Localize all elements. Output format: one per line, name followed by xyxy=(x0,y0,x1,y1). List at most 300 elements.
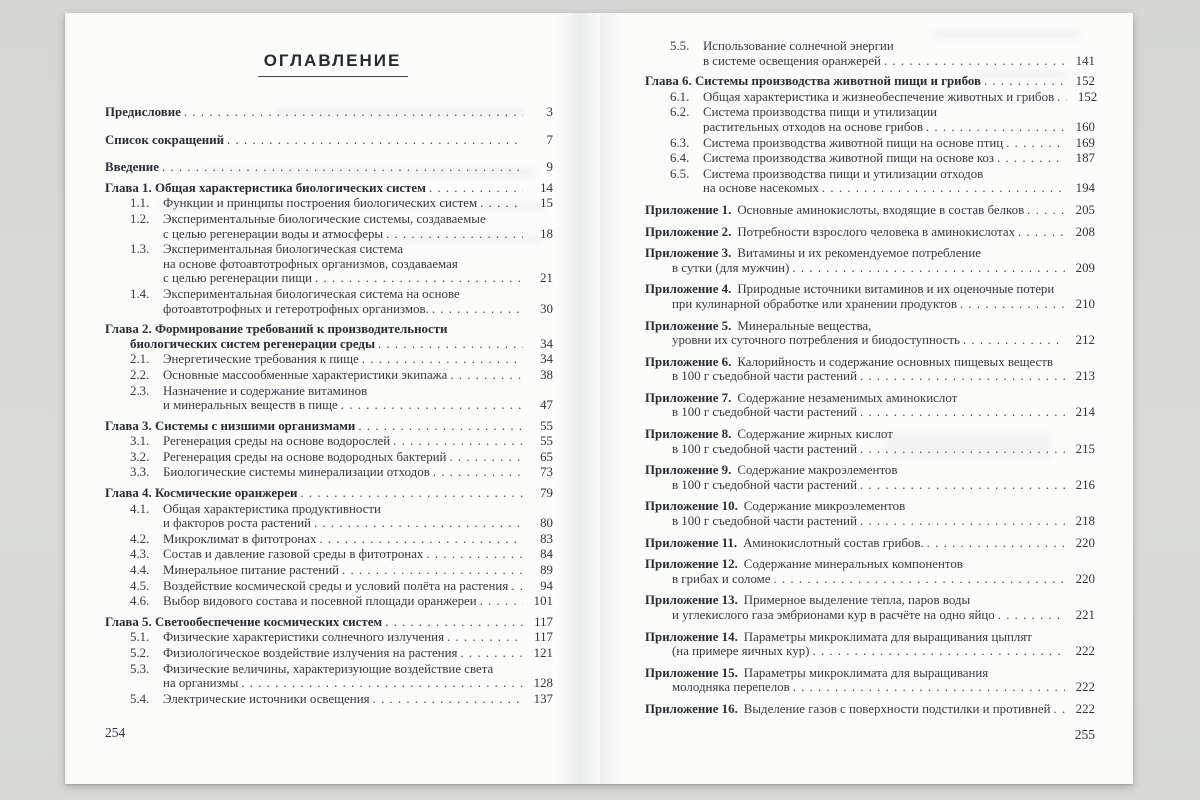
toc-entry-line xyxy=(645,442,1095,457)
toc-entry-line xyxy=(645,136,1095,151)
toc-entry-line xyxy=(645,167,1095,182)
toc-entry-text: уровни их суточного потребления и биодоступность xyxy=(672,333,960,348)
toc-entry-line xyxy=(105,434,553,449)
toc-entry-line xyxy=(645,181,1095,196)
toc-entry-line xyxy=(105,181,553,196)
toc-entry-text: Энергетические требования к пище xyxy=(163,352,359,367)
toc-entry-number: Приложение 4. xyxy=(645,282,732,297)
toc-entry-page: 55 xyxy=(540,434,553,449)
toc-entry-line xyxy=(645,557,1095,572)
toc-entry-line xyxy=(645,297,1095,312)
toc-page-left xyxy=(65,13,600,784)
toc-entry-line xyxy=(645,333,1095,348)
toc-entry-line xyxy=(645,319,1095,334)
dot-leader xyxy=(181,105,523,120)
toc-entry-line xyxy=(105,160,553,175)
toc-entry-line xyxy=(105,384,553,399)
dot-leader xyxy=(338,398,523,413)
toc-entry-page: 65 xyxy=(540,449,553,464)
toc-entry-text: молодняка перепелов xyxy=(672,680,790,695)
toc-entry-number: 1.2. xyxy=(130,211,150,226)
toc-entry-page: 73 xyxy=(540,465,553,480)
toc-entry-number: 4.3. xyxy=(130,547,150,562)
toc-entry-line xyxy=(105,532,553,547)
toc-entry-number: Приложение 2. xyxy=(645,224,732,239)
toc-entry-text: Глава 5. Светообеспечение космических систем xyxy=(105,614,383,629)
toc-entry-text: Список сокращений xyxy=(105,132,225,147)
toc-entry-text: в 100 г съедобной части растений xyxy=(672,514,857,529)
dot-leader xyxy=(995,608,1065,623)
toc-entry-number: Приложение 6. xyxy=(645,354,732,369)
toc-heading-rule xyxy=(258,76,408,77)
toc-entry-line xyxy=(105,646,553,661)
toc-entry-text: на организмы xyxy=(163,676,239,691)
toc-entry-number: 1.1. xyxy=(130,196,150,211)
toc-entry-line xyxy=(105,579,553,594)
toc-entry-line xyxy=(645,225,1095,240)
toc-entry-page: 187 xyxy=(1075,151,1095,166)
toc-entry-line xyxy=(645,105,1095,120)
toc-entry-number: Приложение 5. xyxy=(645,318,732,333)
toc-entry-number: 3.2. xyxy=(130,449,150,464)
toc-entry-text: Регенерация среды на основе водородных бактерий xyxy=(163,449,447,464)
toc-entry-page: 137 xyxy=(533,691,553,706)
dot-leader xyxy=(429,302,523,317)
toc-entry-page: 47 xyxy=(540,398,553,413)
toc-entry-number: 1.4. xyxy=(130,286,150,301)
toc-entry-line xyxy=(645,203,1095,218)
toc-entry-number: 5.4. xyxy=(130,691,150,706)
toc-entry-text: Калорийность и содержание основных пищевых веществ xyxy=(737,354,1054,369)
toc-entry-number: Приложение 14. xyxy=(645,629,738,644)
toc-entry-page: 121 xyxy=(533,646,553,660)
dot-leader xyxy=(382,615,523,630)
dot-leader xyxy=(957,297,1065,312)
toc-entry-text: в 100 г съедобной части растений xyxy=(672,405,857,420)
toc-entry-line xyxy=(105,242,553,257)
dot-leader xyxy=(994,151,1065,166)
dot-leader xyxy=(238,676,523,691)
toc-entry-line xyxy=(105,302,553,317)
toc-entry-text: Регенерация среды на основе водорослей xyxy=(163,434,391,449)
toc-entry-text: Функции и принципы построения биологических систем xyxy=(163,196,478,211)
toc-entry-text: Глава 4. Космические оранжереи xyxy=(105,486,298,501)
toc-entry-line xyxy=(645,355,1095,370)
toc-entry-line xyxy=(105,133,553,148)
toc-entry-number: 3.3. xyxy=(130,465,150,480)
toc-entry-page: 213 xyxy=(1075,369,1095,384)
bleed-through-artifact xyxy=(930,31,1080,39)
toc-entry-number: 4.6. xyxy=(130,594,150,609)
toc-entry-page: 222 xyxy=(1075,644,1095,659)
toc-entry-page: 14 xyxy=(540,180,553,195)
toc-entry-text: Состав и давление газовой среды в фитотронах xyxy=(163,547,424,562)
toc-entry-text: Предисловие xyxy=(105,105,181,119)
toc-entry-line xyxy=(105,465,553,480)
dot-leader xyxy=(430,465,523,480)
toc-entry-page: 141 xyxy=(1075,53,1095,68)
toc-entry-text: Экспериментальная биологическая система на основе xyxy=(163,286,460,301)
dot-leader xyxy=(316,532,523,547)
dot-leader xyxy=(339,563,523,578)
toc-entry-text: Физические характеристики солнечного излучения xyxy=(163,630,445,645)
toc-entry-text: и факторов роста растений xyxy=(163,516,312,531)
toc-entry-text: на основе насекомых xyxy=(703,181,819,196)
dot-leader xyxy=(857,478,1065,493)
toc-entry-line xyxy=(645,427,1095,442)
toc-entry-number: Приложение 16. xyxy=(645,701,738,716)
toc-entry-line xyxy=(645,151,1095,166)
dot-leader xyxy=(857,369,1065,384)
toc-entry-number: Приложение 15. xyxy=(645,665,738,680)
toc-entry-number: 2.2. xyxy=(130,367,150,382)
dot-leader xyxy=(771,572,1065,587)
toc-entry-page: 21 xyxy=(540,271,553,286)
toc-entry-text: Выбор видового состава и посевной площади оранжереи xyxy=(163,594,477,609)
toc-entry-line xyxy=(105,337,553,352)
toc-entry-line xyxy=(105,676,553,691)
dot-leader xyxy=(1054,90,1067,105)
toc-entry-page: 216 xyxy=(1075,477,1095,492)
dot-leader xyxy=(457,646,523,661)
toc-entry-line xyxy=(645,608,1095,623)
toc-entry-page: 152 xyxy=(1075,74,1095,89)
toc-entry-page: 194 xyxy=(1075,181,1095,196)
toc-entry-text: Аминокислотный состав грибов. xyxy=(743,535,924,550)
toc-entry-text: Общая характеристика и жизнеобеспечение животных и грибов xyxy=(703,89,1055,104)
dot-leader xyxy=(960,333,1065,348)
toc-entry-line xyxy=(645,89,1098,105)
toc-entry-text: (на примере яичных кур) xyxy=(672,644,810,659)
toc-entry-page: 89 xyxy=(540,563,553,578)
toc-entry-text: в грибах и соломе xyxy=(672,571,771,586)
toc-entry-line xyxy=(645,478,1095,493)
page-number-left: 254 xyxy=(105,725,126,740)
toc-entry-text: в 100 г съедобной части растений xyxy=(672,441,857,456)
toc-page-right xyxy=(600,13,1133,784)
toc-entry-page: 94 xyxy=(540,578,553,593)
toc-entry-line xyxy=(105,563,553,578)
toc-entry-text: на основе фотоавтотрофных организмов, создаваемая xyxy=(163,256,458,271)
toc-entry-line xyxy=(645,593,1095,608)
toc-entry-text: в системе освещения оранжерей xyxy=(703,53,881,68)
toc-entry-text: Назначение и содержание витаминов xyxy=(163,383,368,398)
toc-entry-page: 221 xyxy=(1075,608,1095,622)
toc-entry-page: 34 xyxy=(540,336,553,351)
toc-entry-line xyxy=(105,516,553,531)
toc-entry-page: 222 xyxy=(1075,680,1095,695)
toc-entry-line xyxy=(645,499,1095,514)
dot-leader xyxy=(447,368,523,383)
toc-entry-text: Примерное выделение тепла, паров воды xyxy=(743,593,971,608)
dot-leader xyxy=(359,352,523,367)
toc-entry-line xyxy=(645,666,1095,681)
toc-entry-text: с целью регенерации пищи xyxy=(163,271,313,286)
dot-leader xyxy=(857,405,1065,420)
toc-entry-text: Экспериментальные биологические системы, создаваемые xyxy=(163,211,486,226)
toc-entry-number: Приложение 8. xyxy=(645,427,732,442)
toc-entry-page: 83 xyxy=(540,531,553,546)
toc-entry-number: 4.4. xyxy=(130,563,150,578)
dot-leader xyxy=(446,450,523,465)
toc-entry-line xyxy=(105,257,553,272)
toc-entry-page: 38 xyxy=(540,367,553,382)
dot-leader xyxy=(477,594,523,609)
dot-leader xyxy=(311,516,523,531)
toc-entry-line xyxy=(645,54,1095,69)
toc-entry-text: с целью регенерации воды и атмосферы xyxy=(163,226,384,241)
dot-leader xyxy=(923,120,1065,135)
dot-leader xyxy=(1051,702,1065,717)
toc-entry-line xyxy=(645,463,1095,478)
toc-entry-number: 3.1. xyxy=(130,434,150,449)
toc-entry-page: 84 xyxy=(540,547,553,562)
toc-entry-line xyxy=(105,271,553,286)
dot-leader xyxy=(857,442,1065,457)
page-number-right: 255 xyxy=(1074,727,1095,742)
toc-entry-text: Минеральные вещества, xyxy=(737,318,872,333)
toc-entry-page: 15 xyxy=(540,196,553,211)
toc-entry-page: 3 xyxy=(546,105,553,119)
dot-leader xyxy=(159,160,523,175)
toc-entry-line xyxy=(645,369,1095,384)
toc-entry-text: Витамины и их рекомендуемое потребление xyxy=(737,246,981,261)
toc-entry-text: Экспериментальная биологическая система xyxy=(163,242,404,257)
dot-leader xyxy=(881,54,1065,69)
toc-entry-text: Основные массообменные характеристики экипажа xyxy=(163,367,448,382)
toc-entry-number: 2.1. xyxy=(130,352,150,367)
toc-entry-number: 6.5. xyxy=(670,166,690,181)
toc-entry-text: Система производства пищи и утилизации отходов xyxy=(703,166,984,181)
toc-entry-page: 101 xyxy=(533,594,553,609)
toc-entry-line xyxy=(645,74,1095,89)
toc-list-right xyxy=(645,39,1098,717)
toc-entry-line xyxy=(645,572,1095,587)
toc-entry-number: 5.2. xyxy=(130,646,150,660)
toc-entry-number: Приложение 1. xyxy=(645,202,732,217)
toc-entry-text: Содержание макроэлементов xyxy=(737,463,898,478)
toc-entry-number: Приложение 10. xyxy=(645,499,738,514)
toc-entry-number: 2.3. xyxy=(130,383,150,398)
toc-entry-line xyxy=(645,702,1095,717)
toc-entry-text: Система производства пищи и утилизации xyxy=(703,105,937,120)
toc-entry-page: 128 xyxy=(533,676,553,691)
dot-leader xyxy=(383,227,523,242)
toc-entry-text: Общая характеристика продуктивности xyxy=(163,501,381,516)
toc-entry-page: 80 xyxy=(540,516,553,531)
toc-entry-number: Приложение 11. xyxy=(645,535,738,550)
toc-entry-text: Микроклимат в фитотронах xyxy=(163,531,317,546)
toc-entry-line xyxy=(105,322,553,337)
dot-leader xyxy=(819,181,1065,196)
toc-entry-text: Использование солнечной энергии xyxy=(703,39,894,53)
toc-entry-page: 212 xyxy=(1075,333,1095,348)
dot-leader xyxy=(1015,225,1065,240)
toc-entry-line xyxy=(105,615,553,630)
toc-entry-text: в сутки (для мужчин) xyxy=(672,260,790,275)
toc-entry-line xyxy=(645,536,1095,551)
toc-entry-text: Глава 6. Системы производства животной пищи и грибов xyxy=(645,74,981,89)
toc-entry-number: 5.3. xyxy=(130,661,150,676)
toc-entry-page: 18 xyxy=(540,226,553,241)
toc-entry-text: растительных отходов на основе грибов xyxy=(703,119,923,134)
toc-entry-text: Содержание жирных кислот xyxy=(737,427,893,442)
dot-leader xyxy=(423,547,523,562)
toc-entry-line xyxy=(105,105,553,120)
toc-entry-text: Введение xyxy=(105,160,159,175)
toc-entry-text: в 100 г съедобной части растений xyxy=(672,369,857,384)
toc-entry-text: Физические величины, характеризующие воздействие света xyxy=(163,661,494,676)
toc-entry-text: Глава 2. Формирование требований к производительности xyxy=(105,322,448,337)
toc-entry-line xyxy=(645,282,1095,297)
toc-entry-line xyxy=(105,398,553,413)
toc-entry-line xyxy=(105,502,553,517)
toc-entry-number: 6.4. xyxy=(670,151,690,166)
dot-leader xyxy=(809,644,1065,659)
toc-entry-line xyxy=(105,630,553,645)
toc-entry-page: 117 xyxy=(534,630,553,645)
toc-entry-page: 222 xyxy=(1075,701,1095,716)
toc-entry-page: 215 xyxy=(1075,441,1095,456)
toc-entry-line xyxy=(105,692,553,707)
toc-entry-text: Параметры микроклимата для выращивания xyxy=(743,665,989,680)
toc-entry-text: Выделение газов с поверхности подстилки и противней xyxy=(743,701,1051,716)
toc-entry-page: 220 xyxy=(1075,571,1095,586)
toc-entry-line xyxy=(105,594,553,609)
toc-entry-text: Природные источники витаминов и их оценочные потери xyxy=(737,282,1055,297)
toc-entry-line xyxy=(645,120,1095,135)
toc-entry-text: Биологические системы минерализации отходов xyxy=(163,465,430,480)
dot-leader xyxy=(1024,203,1065,218)
toc-entry-line xyxy=(645,405,1095,420)
toc-entry-text: и углекислого газа эмбрионами кур в расчёте на одно яйцо xyxy=(672,608,995,622)
toc-entry-line xyxy=(645,246,1095,261)
dot-leader xyxy=(857,514,1065,529)
toc-entry-text: Содержание незаменимых аминокислот xyxy=(737,390,958,405)
toc-entry-page: 214 xyxy=(1075,405,1095,420)
toc-entry-text: Глава 3. Системы с низшими организмами xyxy=(105,418,356,433)
toc-entry-number: 5.5. xyxy=(670,39,690,53)
dot-leader xyxy=(444,630,523,645)
toc-entry-line xyxy=(105,486,553,501)
dot-leader xyxy=(789,261,1065,276)
toc-entry-page: 210 xyxy=(1075,296,1095,311)
toc-entry-text: Минеральное питание растений xyxy=(163,563,340,578)
toc-entry-line xyxy=(645,261,1095,276)
toc-entry-line xyxy=(645,391,1095,406)
toc-entry-line xyxy=(645,514,1095,529)
toc-entry-text: Система производства животной пищи на основе коз xyxy=(703,151,995,166)
toc-entry-text: фотоавтотрофных и гетеротрофных организмов. xyxy=(163,301,429,316)
dot-leader xyxy=(790,680,1065,695)
toc-entry-line xyxy=(645,39,1095,54)
toc-entry-number: 1.3. xyxy=(130,242,150,257)
toc-entry-number: 4.1. xyxy=(130,501,150,516)
toc-entry-text: Физиологическое воздействие излучения на растения xyxy=(163,646,458,660)
toc-entry-page: 9 xyxy=(546,160,553,175)
toc-entry-line xyxy=(105,419,553,434)
toc-entry-number: Приложение 13. xyxy=(645,593,738,608)
toc-entry-page: 7 xyxy=(546,132,553,147)
toc-entry-page: 30 xyxy=(540,301,553,316)
book-spread xyxy=(65,13,1133,784)
dot-leader xyxy=(370,692,523,707)
toc-entry-line xyxy=(105,352,553,367)
toc-entry-line xyxy=(105,227,553,242)
toc-entry-line xyxy=(105,662,553,677)
toc-entry-number: 6.1. xyxy=(670,89,690,104)
toc-entry-number: 4.5. xyxy=(130,578,150,593)
dot-leader xyxy=(981,74,1065,89)
toc-entry-text: при кулинарной обработке или хранении продуктов xyxy=(672,296,957,311)
dot-leader xyxy=(312,271,523,286)
toc-entry-number: Приложение 12. xyxy=(645,557,738,572)
dot-leader xyxy=(390,434,523,449)
toc-entry-text: Содержание минеральных компонентов xyxy=(743,557,963,572)
toc-entry-line xyxy=(645,644,1095,659)
toc-entry-page: 160 xyxy=(1075,119,1095,134)
toc-entry-text: Система производства животной пищи на основе птиц xyxy=(703,135,1004,150)
toc-entry-line xyxy=(105,287,553,302)
dot-leader xyxy=(924,536,1065,551)
toc-entry-line xyxy=(645,630,1095,645)
dot-leader xyxy=(1003,136,1065,151)
toc-entry-line xyxy=(645,680,1095,695)
toc-entry-line xyxy=(105,212,553,227)
toc-entry-number: 6.2. xyxy=(670,105,690,120)
dot-leader xyxy=(375,337,523,352)
toc-entry-text: Содержание микроэлементов xyxy=(743,499,906,514)
toc-entry-text: Воздействие космической среды и условий полёта на растения xyxy=(163,578,509,593)
dot-leader xyxy=(224,133,523,148)
toc-entry-number: 6.3. xyxy=(670,135,690,150)
toc-entry-number: Приложение 7. xyxy=(645,390,732,405)
dot-leader xyxy=(426,181,523,196)
toc-entry-page: 205 xyxy=(1075,202,1095,217)
toc-heading: ОГЛАВЛЕНИЕ xyxy=(263,51,402,70)
toc-entry-line xyxy=(105,547,553,562)
toc-entry-page: 208 xyxy=(1075,224,1095,239)
toc-entry-line xyxy=(105,450,553,465)
toc-entry-text: Потребности взрослого человека в аминокислотах xyxy=(737,224,1016,239)
toc-entry-number: Приложение 3. xyxy=(645,246,732,261)
toc-entry-text: в 100 г съедобной части растений xyxy=(672,477,857,492)
toc-entry-line xyxy=(105,368,553,383)
dot-leader xyxy=(355,419,523,434)
toc-entry-number: 5.1. xyxy=(130,630,150,645)
dot-leader xyxy=(297,486,523,501)
toc-entry-page: 218 xyxy=(1075,514,1095,529)
dot-leader xyxy=(508,579,523,594)
dot-leader xyxy=(477,196,523,211)
toc-entry-number: Приложение 9. xyxy=(645,463,732,478)
toc-list-left xyxy=(105,105,553,706)
toc-entry-page: 220 xyxy=(1075,535,1095,550)
toc-entry-page: 169 xyxy=(1075,135,1095,150)
toc-entry-page: 117 xyxy=(534,614,553,629)
toc-entry-number: 4.2. xyxy=(130,531,150,546)
toc-entry-page: 152 xyxy=(1077,89,1098,104)
toc-entry-page: 79 xyxy=(540,486,553,501)
toc-entry-text: Основные аминокислоты, входящие в состав белков xyxy=(737,202,1025,217)
toc-entry-text: и минеральных веществ в пище xyxy=(163,398,338,413)
toc-entry-text: биологических систем регенерации среды xyxy=(130,336,376,351)
toc-entry-page: 209 xyxy=(1075,260,1095,275)
toc-entry-page: 34 xyxy=(540,352,553,367)
toc-entry-text: Глава 1. Общая характеристика биологических систем xyxy=(105,180,426,195)
toc-entry-text: Электрические источники освещения xyxy=(163,691,370,706)
toc-entry-line xyxy=(105,196,553,211)
